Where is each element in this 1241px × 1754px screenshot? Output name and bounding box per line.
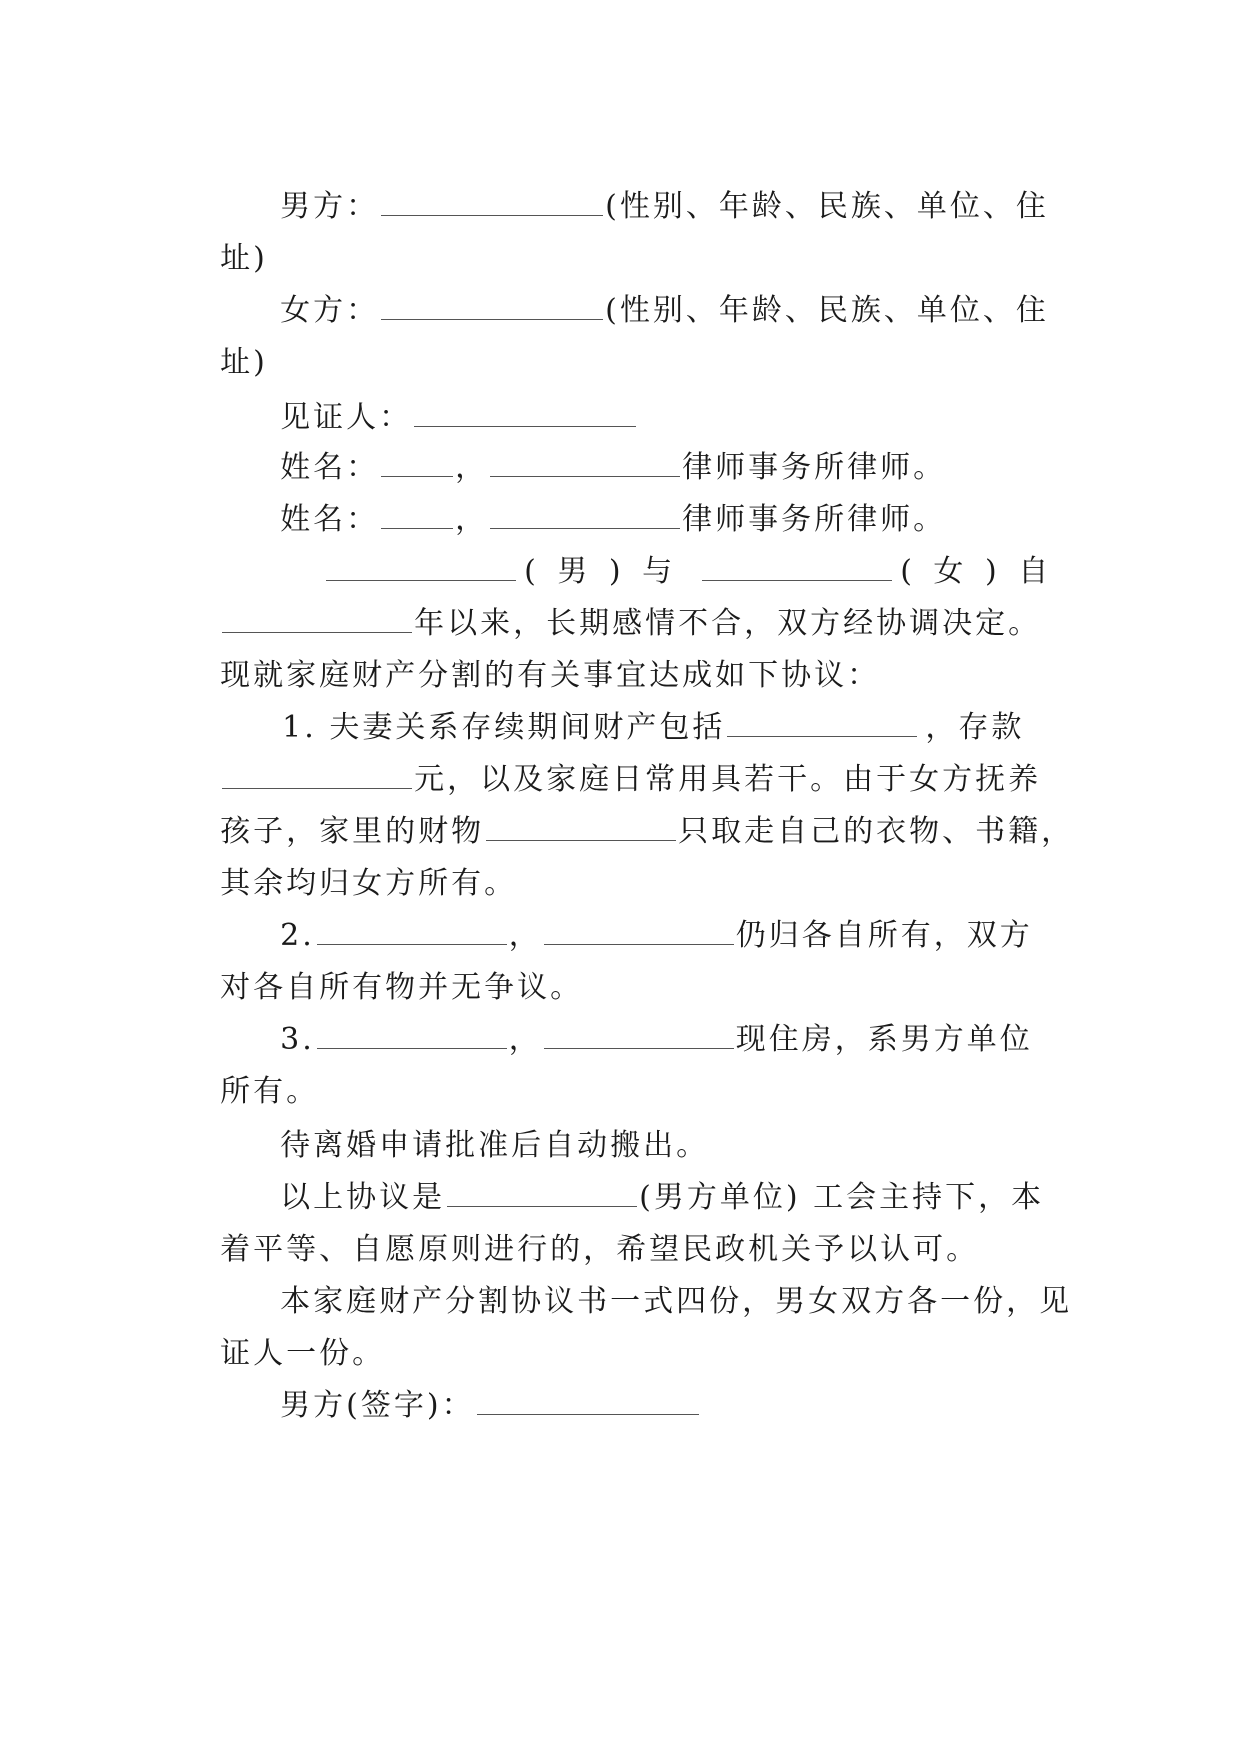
clause2-comma: ， xyxy=(508,918,542,953)
clause2-text-2: 对各自所有物并无争议。 xyxy=(220,970,584,1005)
signature-blank xyxy=(477,1390,699,1415)
female-note-tail-text: 址) xyxy=(220,345,268,380)
clause1-text-3b: 只取走自己的衣物、书籍， xyxy=(678,814,1075,849)
female-blank xyxy=(381,295,603,320)
clause2-num: 2. xyxy=(280,918,315,953)
intro-text-2: 年以来，长期感情不合，双方经协调决定。 xyxy=(414,606,1042,641)
witness-label: 见证人： xyxy=(280,400,413,435)
male-mark: ( 男 ) 与 xyxy=(524,554,679,589)
clause3-num: 3. xyxy=(280,1022,315,1057)
male-note: (性别、年龄、民族、单位、住 xyxy=(605,189,1049,224)
intro-text-3: 现就家庭财产分割的有关事宜达成如下协议： xyxy=(220,658,881,693)
clause3-text-2: 所有。 xyxy=(220,1074,320,1109)
union-lead: 以上协议是 xyxy=(280,1180,446,1215)
clause3-line-1 xyxy=(230,980,1033,1100)
move-out-text: 待离婚申请批准后自动搬出。 xyxy=(280,1128,710,1163)
male-note-tail-text: 址) xyxy=(220,241,268,276)
name-label: 姓名： xyxy=(280,450,380,485)
clause1-deposit: ，存款 xyxy=(925,710,1025,745)
clause1-text-2: 元，以及家庭日常用具若干。由于女方抚养 xyxy=(414,762,1042,797)
lawyer-suffix: 律师事务所律师。 xyxy=(682,450,947,485)
clause3-tail: 现住房，系男方单位 xyxy=(735,1022,1033,1057)
clause3-comma: ， xyxy=(508,1022,542,1057)
male-label: 男方： xyxy=(280,189,380,224)
clause2-tail: 仍归各自所有，双方 xyxy=(735,918,1033,953)
clause3-blank-1 xyxy=(317,1024,507,1049)
union-tail: (男方单位) 工会主持下，本 xyxy=(639,1180,1045,1215)
female-mark: ( 女 ) 自 xyxy=(900,554,1055,589)
male-blank xyxy=(381,191,603,216)
name-label: 姓名： xyxy=(280,502,380,537)
comma: ， xyxy=(455,502,489,537)
female-note: (性别、年龄、民族、单位、住 xyxy=(605,293,1049,328)
signature-line xyxy=(230,1346,701,1466)
female-party-line xyxy=(230,251,1049,371)
female-label: 女方： xyxy=(280,293,380,328)
clause1-lead: 1. 夫妻关系存续期间财产包括 xyxy=(282,710,726,745)
copies-text-2: 证人一份。 xyxy=(220,1336,386,1371)
comma: ， xyxy=(455,450,489,485)
clause3-blank-2 xyxy=(544,1024,734,1049)
copies-text-1: 本家庭财产分割协议书一式四份，男女双方各一份，见 xyxy=(280,1284,1073,1319)
union-text-2: 着平等、自愿原则进行的，希望民政机关予以认可。 xyxy=(220,1232,980,1267)
signature-label: 男方(签字)： xyxy=(280,1388,475,1423)
lawyer-suffix: 律师事务所律师。 xyxy=(682,502,947,537)
male-party-line xyxy=(230,147,1049,267)
clause1-text-4: 其余均归女方所有。 xyxy=(220,866,518,901)
clause1-text-3a: 孩子，家里的财物 xyxy=(220,814,485,849)
